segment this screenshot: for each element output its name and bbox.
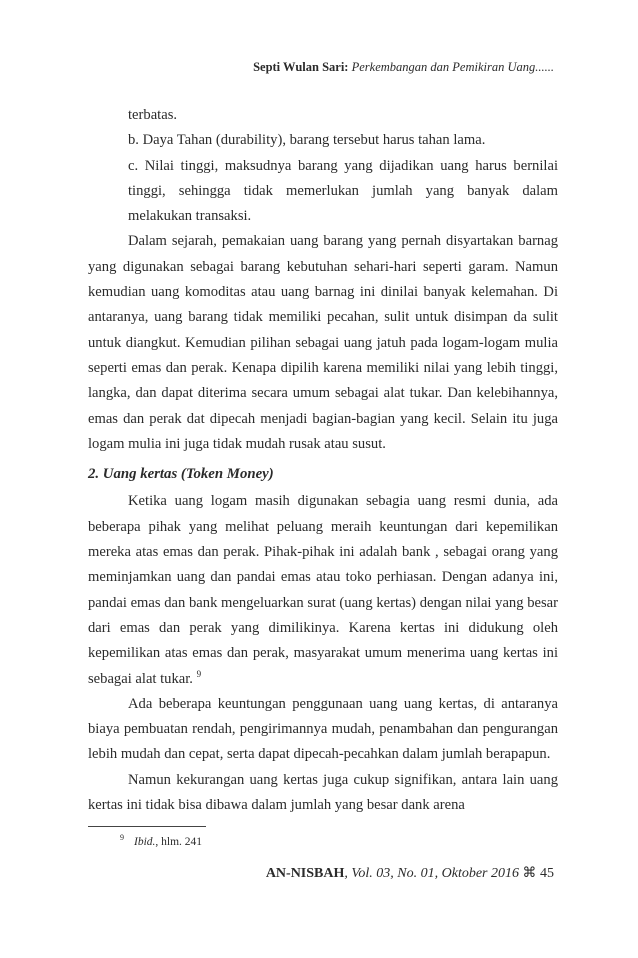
paragraph-keuntungan: Ada beberapa keuntungan penggunaan uang uang kertas, di antaranya biaya pembuatan rendah, pengirimannya mudah, penambahan dan pengurangan lebih mudah dan cepat, serta dapat dipecah-pecahkan dalam jumlah berapapun. — [88, 695, 558, 763]
footer-ornament-icon: ⌘ — [522, 866, 537, 881]
footnote-number: 9 — [120, 833, 124, 842]
footnote — [120, 833, 202, 848]
paragraph-sejarah: Dalam sejarah, pemakaian uang barang yang pernah disyartakan barnag yang digunakan sebagai barang kebutuhan sehari-hari seperti garam. Namun kemudian uang komoditas atau uang barnag ini dinilai banyak kelemahan. Di antaranya, uang barang tidak memiliki pecahan, sulit untuk disimpan da sulit untuk diangkut. Kemudian pilihan sebagai uang jatuh pada logam-logam mulia seperti emas dan perak. Kenapa dipilih karena memiliki nilai yang lebih tinggi, langka, dan dapat diterima secara umum sebagai alat tukar. Dan kelebihannya, emas dan perak dat dipecah menjadi bagian-bagian yang kecil. Selain itu juga logam mulia ini juga tidak mudah rusak atau susut. — [88, 233, 558, 452]
header-title: Perkembangan dan Pemikiran Uang...... — [351, 60, 554, 74]
list-item-b: b. Daya Tahan (durability), barang tersebut harus tahan lama. — [128, 132, 486, 149]
list-item-c: c. Nilai tinggi, maksudnya barang yang dijadikan uang harus bernilai tinggi, sehingga tidak memerlukan jumlah yang banyak dalam melakukan transaksi. — [128, 157, 558, 225]
page-number: 45 — [540, 866, 554, 881]
footnote-divider — [88, 826, 206, 827]
footnote-reference[interactable]: 9 — [196, 668, 202, 679]
running-footer — [266, 865, 554, 882]
header-author: Septi Wulan Sari: — [253, 60, 349, 74]
footer-details: , Vol. 03, No. 01, Oktober 2016 — [344, 866, 519, 881]
page-body — [88, 103, 558, 818]
paragraph-uang-logam-text: Ketika uang logam masih digunakan sebagia uang resmi dunia, ada beberapa pihak yang melihat peluang meraih keuntungan dari kepemilikan mereka atas emas dan perak. Pihak-pihak ini adalah bank , sebagai orang yang meminjamkan uang dan pandai emas atau toko perhiasan. Dengan adanya ini, pandai emas dan bank mengeluarkan surat (uang kertas) dengan nilai yang besar dari emas dan perak yang dimilikinya. Karena kertas ini didukung oleh kepemilikan atas emas dan perak, masyarakat umum menerima uang kertas ini sebagai alat tukar. — [88, 493, 558, 687]
footer-journal: AN-NISBAH — [265, 866, 345, 881]
paragraph-kekurangan: Namun kekurangan uang kertas juga cukup signifikan, antara lain uang kertas ini tidak bisa dibawa dalam jumlah yang besar dank arena — [88, 771, 558, 814]
paragraph-uang-logam — [88, 489, 558, 691]
section-heading: 2. Uang kertas (Token Money) — [88, 466, 274, 483]
running-header — [253, 60, 554, 75]
footnote-pages: , hlm. 241 — [155, 835, 203, 848]
footnote-source: Ibid. — [134, 835, 156, 848]
list-item-end: terbatas. — [128, 107, 178, 123]
